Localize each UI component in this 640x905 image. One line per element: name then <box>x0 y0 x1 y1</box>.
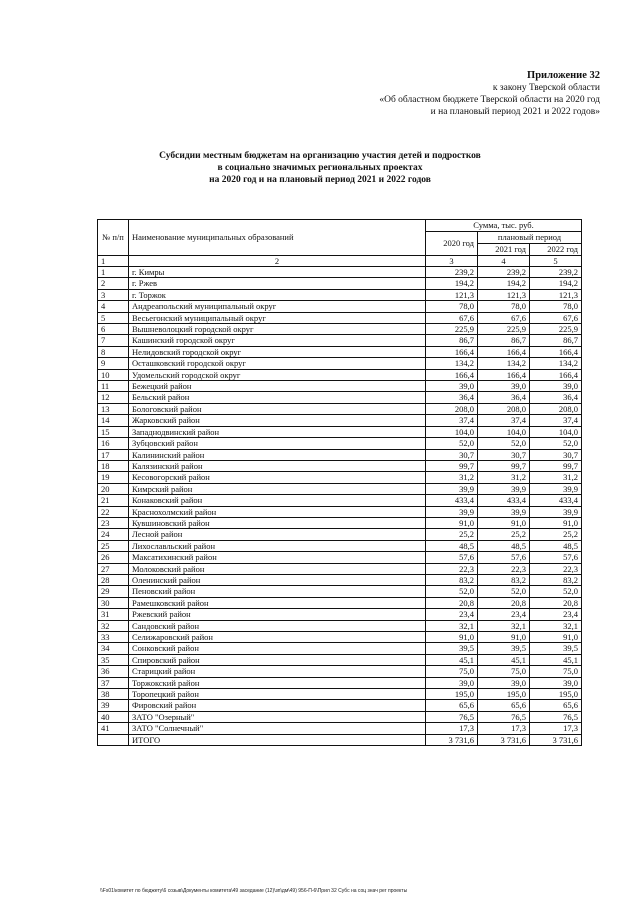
row-2020: 25,2 <box>426 529 478 540</box>
table-row <box>98 324 582 335</box>
row-2021: 52,0 <box>478 586 530 597</box>
row-2022: 134,2 <box>530 358 582 369</box>
row-number: 27 <box>98 563 129 574</box>
file-path-footer: \\Fs01\комитет по бюджету\6 созыв\Документы комитета\49 заседание (12)\зп\дм\49) 956-П-6\Прил 32 Субс на соц знач рег проекты <box>100 888 408 894</box>
row-2020: 194,2 <box>426 278 478 289</box>
row-2020: 208,0 <box>426 403 478 414</box>
row-number: 1 <box>98 267 129 278</box>
row-number: 37 <box>98 677 129 688</box>
table-row <box>98 312 582 323</box>
subsidies-table <box>97 219 582 746</box>
table-row <box>98 723 582 734</box>
table-row <box>98 666 582 677</box>
row-name: г. Ржев <box>129 278 426 289</box>
row-2021: 239,2 <box>478 267 530 278</box>
table-row <box>98 403 582 414</box>
row-2020: 76,5 <box>426 711 478 722</box>
row-name: Пеновский район <box>129 586 426 597</box>
row-2022: 65,6 <box>530 700 582 711</box>
header-sum: Сумма, тыс. руб. <box>426 220 582 232</box>
row-name: Калининский район <box>129 449 426 460</box>
row-name: Осташковский городской округ <box>129 358 426 369</box>
row-name: Старицкий район <box>129 666 426 677</box>
row-number: 40 <box>98 711 129 722</box>
row-2021: 91,0 <box>478 517 530 528</box>
row-name: Бологовский район <box>129 403 426 414</box>
row-2022: 52,0 <box>530 586 582 597</box>
row-2020: 31,2 <box>426 472 478 483</box>
total-label: ИТОГО <box>129 734 426 745</box>
row-2021: 99,7 <box>478 460 530 471</box>
row-name: Лесной район <box>129 529 426 540</box>
row-2022: 39,0 <box>530 381 582 392</box>
row-2020: 166,4 <box>426 346 478 357</box>
row-2021: 37,4 <box>478 415 530 426</box>
row-number: 9 <box>98 358 129 369</box>
row-2020: 32,1 <box>426 620 478 631</box>
row-2021: 39,9 <box>478 506 530 517</box>
table-row <box>98 540 582 551</box>
table-row <box>98 574 582 585</box>
row-name: Сандовский район <box>129 620 426 631</box>
row-number: 25 <box>98 540 129 551</box>
row-2022: 83,2 <box>530 574 582 585</box>
total-2021: 3 731,6 <box>478 734 530 745</box>
row-number: 35 <box>98 654 129 665</box>
table-row <box>98 289 582 300</box>
row-number: 17 <box>98 449 129 460</box>
table-row <box>98 472 582 483</box>
row-2021: 39,0 <box>478 677 530 688</box>
row-2021: 25,2 <box>478 529 530 540</box>
table-row <box>98 358 582 369</box>
row-2020: 121,3 <box>426 289 478 300</box>
row-2022: 39,9 <box>530 506 582 517</box>
row-2022: 48,5 <box>530 540 582 551</box>
row-number: 13 <box>98 403 129 414</box>
row-name: Торжокский район <box>129 677 426 688</box>
table-row <box>98 267 582 278</box>
row-number: 36 <box>98 666 129 677</box>
row-number: 22 <box>98 506 129 517</box>
row-2020: 52,0 <box>426 438 478 449</box>
row-number: 38 <box>98 689 129 700</box>
row-number: 29 <box>98 586 129 597</box>
row-2022: 195,0 <box>530 689 582 700</box>
row-2021: 166,4 <box>478 369 530 380</box>
row-2020: 37,4 <box>426 415 478 426</box>
row-name: г. Кимры <box>129 267 426 278</box>
row-2021: 31,2 <box>478 472 530 483</box>
row-2022: 39,0 <box>530 677 582 688</box>
row-2022: 121,3 <box>530 289 582 300</box>
row-number: 21 <box>98 495 129 506</box>
row-2020: 104,0 <box>426 426 478 437</box>
row-number: 18 <box>98 460 129 471</box>
row-name: Кимрский район <box>129 483 426 494</box>
table-row <box>98 426 582 437</box>
row-name: Селижаровский район <box>129 632 426 643</box>
row-name: Жарковский район <box>129 415 426 426</box>
total-2022: 3 731,6 <box>530 734 582 745</box>
row-number: 33 <box>98 632 129 643</box>
row-2021: 17,3 <box>478 723 530 734</box>
table-row <box>98 609 582 620</box>
row-2020: 225,9 <box>426 324 478 335</box>
row-2021: 20,8 <box>478 597 530 608</box>
row-2021: 194,2 <box>478 278 530 289</box>
table-row <box>98 506 582 517</box>
row-2021: 67,6 <box>478 312 530 323</box>
table-row <box>98 517 582 528</box>
row-2022: 67,6 <box>530 312 582 323</box>
table-row <box>98 700 582 711</box>
row-name: Сонковский район <box>129 643 426 654</box>
row-name: Зубцовский район <box>129 438 426 449</box>
row-2021: 48,5 <box>478 540 530 551</box>
row-name: Рамешковский район <box>129 597 426 608</box>
row-2021: 91,0 <box>478 632 530 643</box>
col-index-5: 5 <box>530 256 582 267</box>
row-2020: 134,2 <box>426 358 478 369</box>
row-2021: 225,9 <box>478 324 530 335</box>
table-row <box>98 438 582 449</box>
row-2021: 23,4 <box>478 609 530 620</box>
total-2020: 3 731,6 <box>426 734 478 745</box>
table-row <box>98 677 582 688</box>
row-2022: 239,2 <box>530 267 582 278</box>
row-2020: 39,0 <box>426 381 478 392</box>
row-2020: 83,2 <box>426 574 478 585</box>
table-row <box>98 381 582 392</box>
row-name: ЗАТО "Озерный" <box>129 711 426 722</box>
row-number: 41 <box>98 723 129 734</box>
col-index-3: 3 <box>426 256 478 267</box>
row-2022: 30,7 <box>530 449 582 460</box>
row-2020: 99,7 <box>426 460 478 471</box>
row-number: 23 <box>98 517 129 528</box>
document-title <box>150 150 490 186</box>
row-number: 11 <box>98 381 129 392</box>
row-name: Лихославльский район <box>129 540 426 551</box>
row-number: 24 <box>98 529 129 540</box>
row-name: Кесовогорский район <box>129 472 426 483</box>
row-2021: 104,0 <box>478 426 530 437</box>
row-2020: 52,0 <box>426 586 478 597</box>
row-number: 15 <box>98 426 129 437</box>
col-index-2: 2 <box>129 256 426 267</box>
row-number: 14 <box>98 415 129 426</box>
row-2021: 433,4 <box>478 495 530 506</box>
row-number: 30 <box>98 597 129 608</box>
row-2021: 39,0 <box>478 381 530 392</box>
appendix-line-1: к закону Тверской области <box>492 83 600 93</box>
row-2020: 17,3 <box>426 723 478 734</box>
document-title-line-2: в социально значимых региональных проектах <box>217 163 423 173</box>
row-2022: 433,4 <box>530 495 582 506</box>
header-name: Наименование муниципальных образований <box>129 220 426 256</box>
row-2022: 25,2 <box>530 529 582 540</box>
row-number: 2 <box>98 278 129 289</box>
row-name: Кашинский городской округ <box>129 335 426 346</box>
table-row <box>98 335 582 346</box>
row-2022: 225,9 <box>530 324 582 335</box>
table-row <box>98 711 582 722</box>
row-2021: 36,4 <box>478 392 530 403</box>
row-number: 12 <box>98 392 129 403</box>
table-row <box>98 483 582 494</box>
row-name: Весьегонский муниципальный округ <box>129 312 426 323</box>
row-name: Максатихинский район <box>129 552 426 563</box>
row-2020: 23,4 <box>426 609 478 620</box>
appendix-block <box>379 70 600 118</box>
table-row <box>98 346 582 357</box>
row-number: 32 <box>98 620 129 631</box>
row-2020: 75,0 <box>426 666 478 677</box>
row-number: 4 <box>98 301 129 312</box>
col-index-4: 4 <box>478 256 530 267</box>
row-2021: 208,0 <box>478 403 530 414</box>
row-name: Бельский район <box>129 392 426 403</box>
row-2021: 32,1 <box>478 620 530 631</box>
row-2022: 23,4 <box>530 609 582 620</box>
table-row <box>98 449 582 460</box>
table-row <box>98 301 582 312</box>
row-2022: 208,0 <box>530 403 582 414</box>
row-name: Спировский район <box>129 654 426 665</box>
row-number: 31 <box>98 609 129 620</box>
row-2020: 30,7 <box>426 449 478 460</box>
row-name: ЗАТО "Солнечный" <box>129 723 426 734</box>
row-2020: 22,3 <box>426 563 478 574</box>
row-number: 6 <box>98 324 129 335</box>
table-row <box>98 278 582 289</box>
row-name: Молоковский район <box>129 563 426 574</box>
row-number: 34 <box>98 643 129 654</box>
row-2022: 52,0 <box>530 438 582 449</box>
table-row <box>98 392 582 403</box>
row-2021: 86,7 <box>478 335 530 346</box>
row-2022: 17,3 <box>530 723 582 734</box>
table-row <box>98 460 582 471</box>
table-row <box>98 369 582 380</box>
row-2022: 86,7 <box>530 335 582 346</box>
row-2022: 75,0 <box>530 666 582 677</box>
row-2022: 20,8 <box>530 597 582 608</box>
row-name: Западнодвинский район <box>129 426 426 437</box>
row-2021: 83,2 <box>478 574 530 585</box>
document-title-line-1: Субсидии местным бюджетам на организацию участия детей и подростков <box>159 151 481 161</box>
row-name: г. Торжок <box>129 289 426 300</box>
row-2020: 39,9 <box>426 483 478 494</box>
row-2021: 39,9 <box>478 483 530 494</box>
row-2022: 37,4 <box>530 415 582 426</box>
table-row <box>98 415 582 426</box>
row-2022: 104,0 <box>530 426 582 437</box>
row-number: 3 <box>98 289 129 300</box>
row-2022: 22,3 <box>530 563 582 574</box>
row-2021: 39,5 <box>478 643 530 654</box>
row-2022: 39,5 <box>530 643 582 654</box>
row-2022: 45,1 <box>530 654 582 665</box>
col-index-1: 1 <box>98 256 129 267</box>
table-row <box>98 529 582 540</box>
appendix-title: Приложение 32 <box>527 70 600 81</box>
row-2022: 91,0 <box>530 517 582 528</box>
row-name: Краснохолмский район <box>129 506 426 517</box>
row-2020: 39,9 <box>426 506 478 517</box>
row-name: Удомельский городской округ <box>129 369 426 380</box>
row-2021: 65,6 <box>478 700 530 711</box>
row-name: Нелидовский городской округ <box>129 346 426 357</box>
row-2020: 239,2 <box>426 267 478 278</box>
row-2021: 166,4 <box>478 346 530 357</box>
row-2020: 45,1 <box>426 654 478 665</box>
row-name: Кувшиновский район <box>129 517 426 528</box>
row-number: 39 <box>98 700 129 711</box>
total-row <box>98 734 582 745</box>
row-2020: 65,6 <box>426 700 478 711</box>
row-2021: 121,3 <box>478 289 530 300</box>
row-2020: 57,6 <box>426 552 478 563</box>
row-2020: 78,0 <box>426 301 478 312</box>
row-name: Ржевский район <box>129 609 426 620</box>
row-2021: 195,0 <box>478 689 530 700</box>
row-2022: 78,0 <box>530 301 582 312</box>
header-2020: 2020 год <box>426 232 478 256</box>
row-2022: 31,2 <box>530 472 582 483</box>
row-number: 8 <box>98 346 129 357</box>
header-num: № п/п <box>98 220 129 256</box>
row-number: 28 <box>98 574 129 585</box>
row-number: 19 <box>98 472 129 483</box>
row-name: Вышневолоцкий городской округ <box>129 324 426 335</box>
appendix-line-3: и на плановый период 2021 и 2022 годов» <box>430 107 600 117</box>
row-2020: 67,6 <box>426 312 478 323</box>
header-2021: 2021 год <box>478 244 530 256</box>
table-row <box>98 643 582 654</box>
row-2021: 76,5 <box>478 711 530 722</box>
table-row <box>98 563 582 574</box>
row-number: 16 <box>98 438 129 449</box>
row-2021: 134,2 <box>478 358 530 369</box>
row-2022: 57,6 <box>530 552 582 563</box>
table-row <box>98 654 582 665</box>
row-name: Конаковский район <box>129 495 426 506</box>
row-2021: 52,0 <box>478 438 530 449</box>
row-number: 5 <box>98 312 129 323</box>
row-2020: 36,4 <box>426 392 478 403</box>
row-number: 10 <box>98 369 129 380</box>
table-body <box>98 267 582 735</box>
row-name: Фировский район <box>129 700 426 711</box>
table-row <box>98 597 582 608</box>
table-row <box>98 586 582 597</box>
row-2022: 36,4 <box>530 392 582 403</box>
row-2021: 45,1 <box>478 654 530 665</box>
row-2021: 22,3 <box>478 563 530 574</box>
row-2020: 48,5 <box>426 540 478 551</box>
document-title-line-3: на 2020 год и на плановый период 2021 и 2022 годов <box>209 175 431 185</box>
row-2022: 166,4 <box>530 369 582 380</box>
table-row <box>98 552 582 563</box>
row-2022: 32,1 <box>530 620 582 631</box>
row-2020: 39,0 <box>426 677 478 688</box>
row-2020: 86,7 <box>426 335 478 346</box>
row-2020: 39,5 <box>426 643 478 654</box>
row-name: Торопецкий район <box>129 689 426 700</box>
row-2020: 91,0 <box>426 632 478 643</box>
row-2020: 166,4 <box>426 369 478 380</box>
row-name: Калязинский район <box>129 460 426 471</box>
row-number: 26 <box>98 552 129 563</box>
header-2022: 2022 год <box>530 244 582 256</box>
row-name: Оленинский район <box>129 574 426 585</box>
row-name: Бежецкий район <box>129 381 426 392</box>
row-2022: 76,5 <box>530 711 582 722</box>
row-2020: 91,0 <box>426 517 478 528</box>
row-2021: 57,6 <box>478 552 530 563</box>
row-2020: 433,4 <box>426 495 478 506</box>
table-row <box>98 689 582 700</box>
table-row <box>98 632 582 643</box>
row-2021: 78,0 <box>478 301 530 312</box>
table-row <box>98 495 582 506</box>
row-number: 20 <box>98 483 129 494</box>
row-2021: 30,7 <box>478 449 530 460</box>
row-2020: 195,0 <box>426 689 478 700</box>
row-2022: 166,4 <box>530 346 582 357</box>
row-2022: 99,7 <box>530 460 582 471</box>
table-row <box>98 620 582 631</box>
header-planned: плановый период <box>478 232 582 244</box>
row-2021: 75,0 <box>478 666 530 677</box>
row-2022: 91,0 <box>530 632 582 643</box>
row-2020: 20,8 <box>426 597 478 608</box>
row-2022: 39,9 <box>530 483 582 494</box>
row-2022: 194,2 <box>530 278 582 289</box>
appendix-line-2: «Об областном бюджете Тверской области на 2020 год <box>379 95 600 105</box>
row-number: 7 <box>98 335 129 346</box>
row-name: Андреапольский муниципальный округ <box>129 301 426 312</box>
